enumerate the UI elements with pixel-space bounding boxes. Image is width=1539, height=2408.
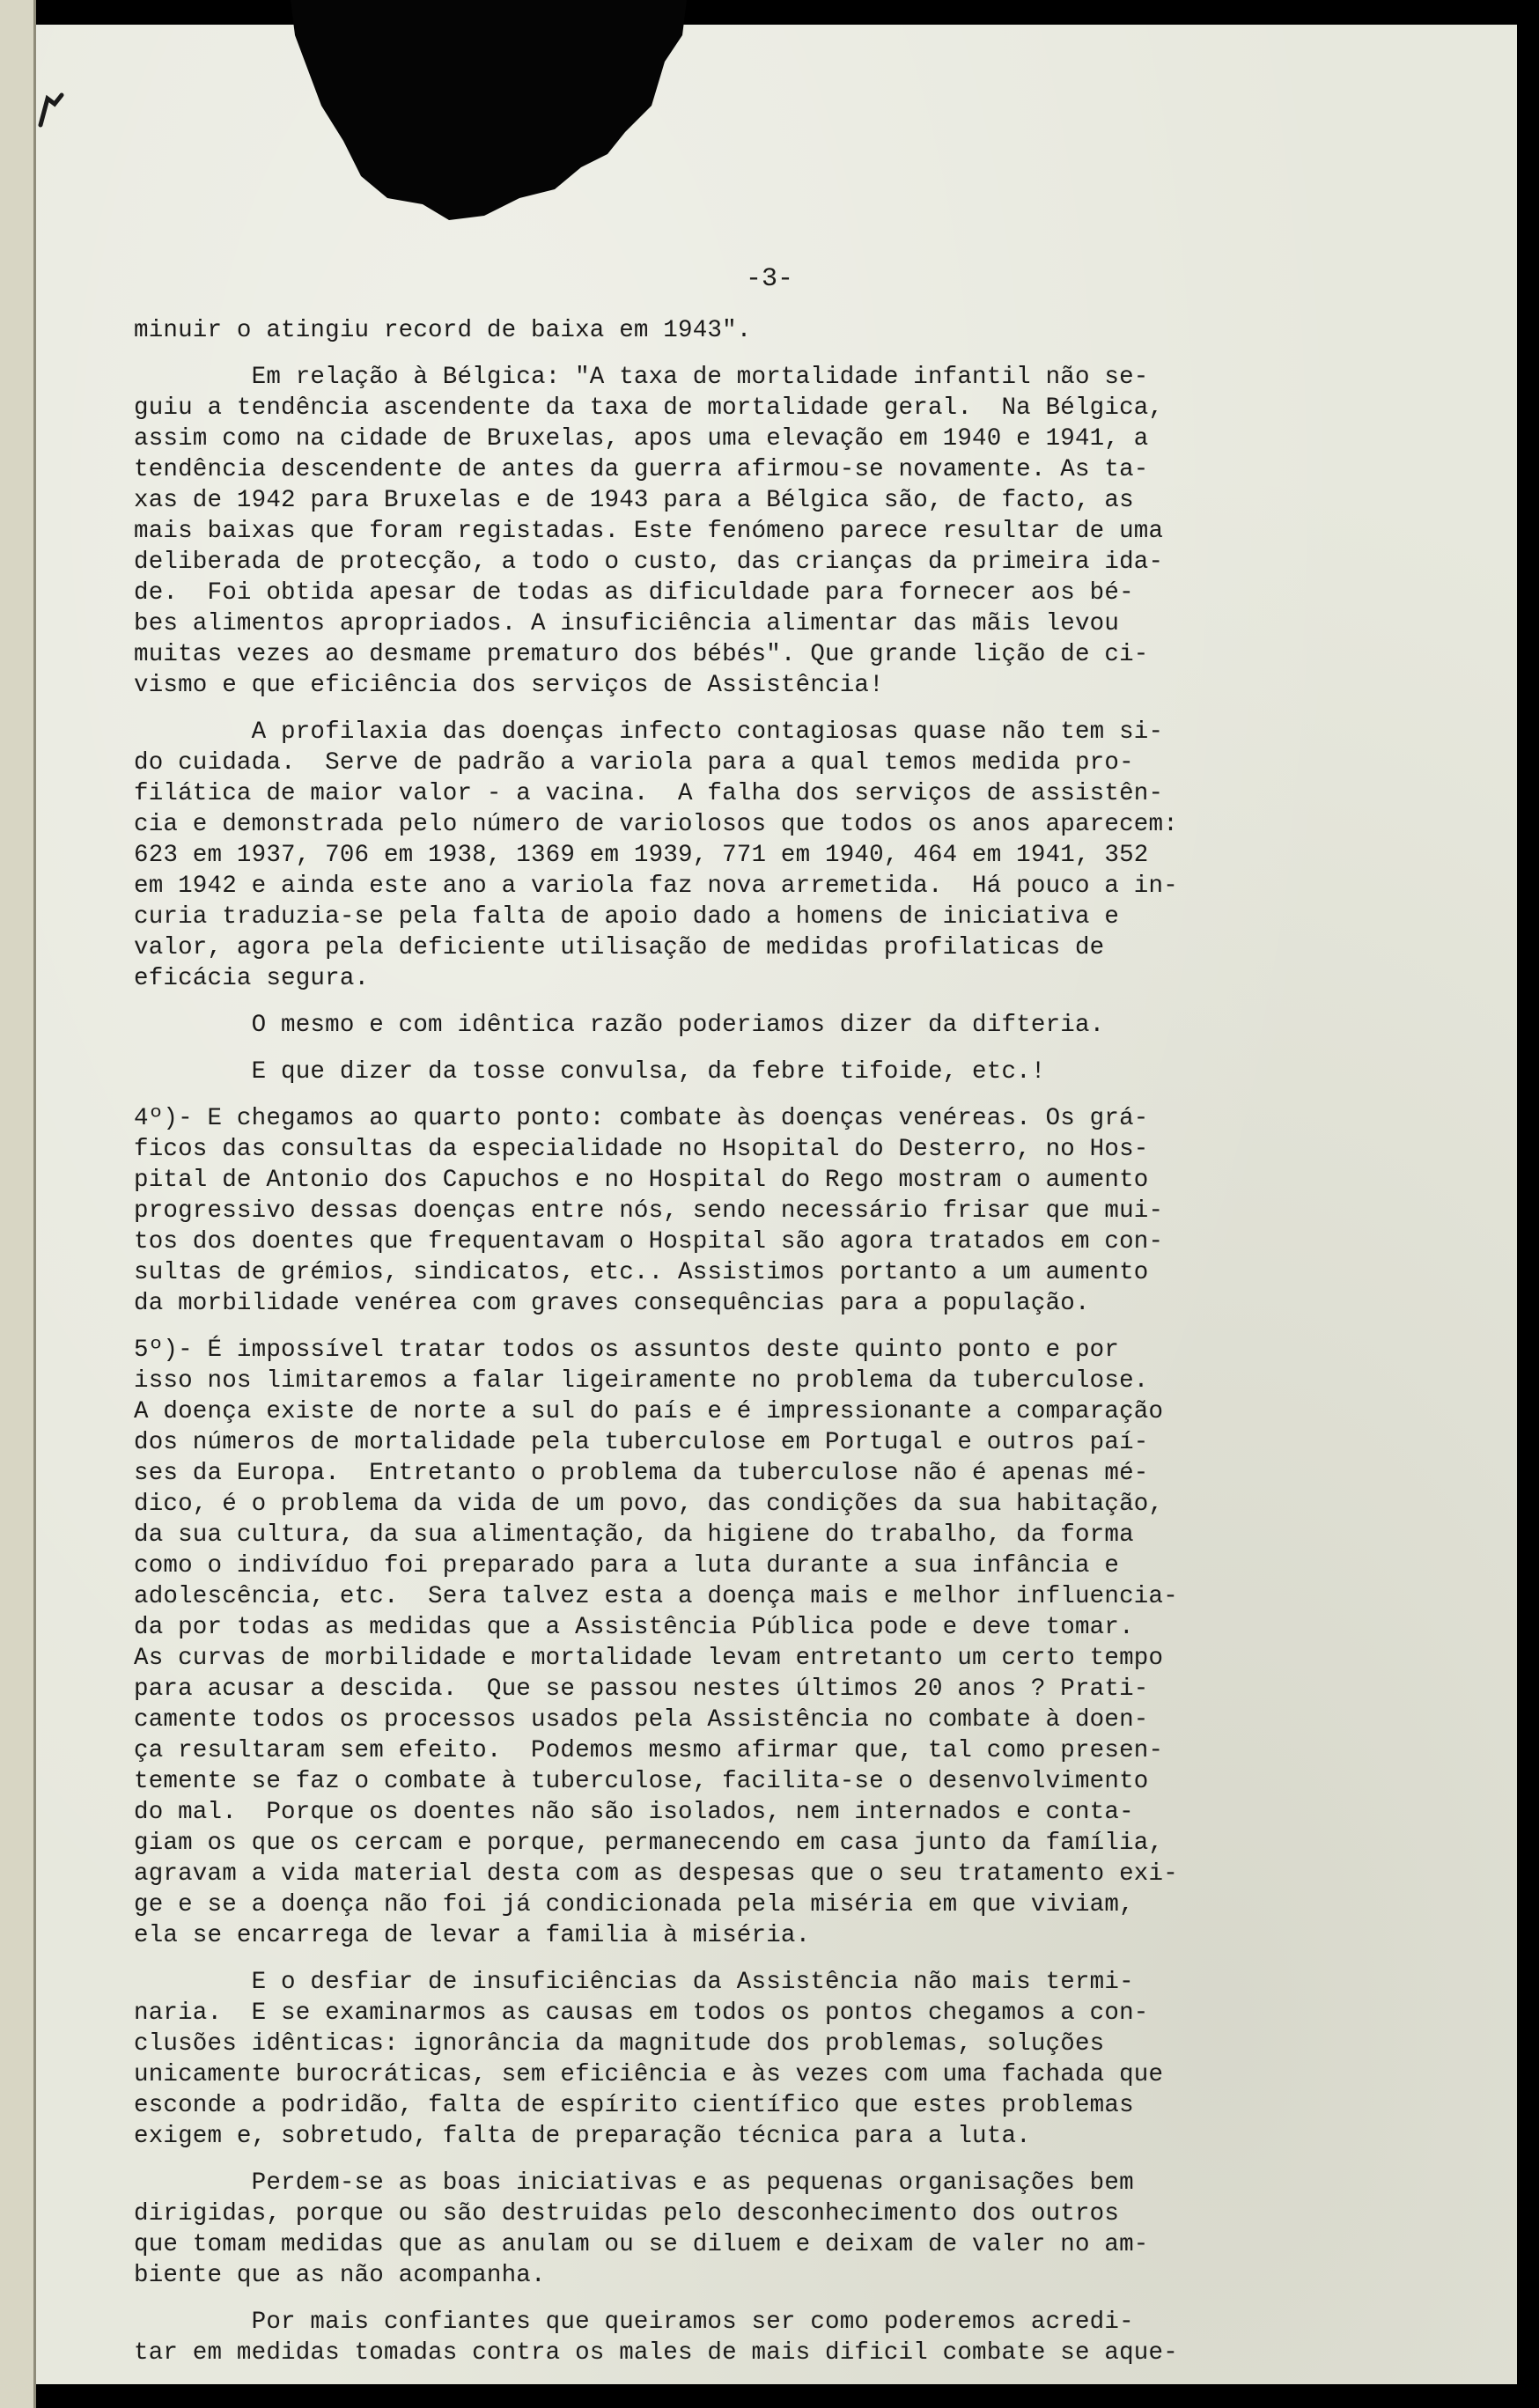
text-line: temente se faz o combate à tuberculose, facilita-se o desenvolvimento <box>134 1768 1149 1795</box>
staple-mark <box>35 88 70 132</box>
text-line: filática de maior valor - a vacina. A falha dos serviços de assistên- <box>134 780 1164 807</box>
text-line: minuir o atingiu record de baixa em 1943". <box>134 317 752 344</box>
text-line: tar em medidas tomadas contra os males de mais dificil combate se aque- <box>134 2339 1178 2367</box>
text-line: cia e demonstrada pelo número de variolosos que todos os anos aparecem: <box>134 811 1178 838</box>
text-line: xas de 1942 para Bruxelas e de 1943 para a Bélgica são, de facto, as <box>134 487 1134 514</box>
text-line: dos números de mortalidade pela tuberculose em Portugal e outros paí- <box>134 1429 1149 1456</box>
paragraph-gap <box>134 1041 1384 1057</box>
text-line: ça resultaram sem efeito. Podemos mesmo afirmar que, tal como presen- <box>134 1737 1164 1764</box>
text-line: para acusar a descida. Que se passou nestes últimos 20 anos ? Prati- <box>134 1675 1149 1703</box>
page-number: -3- <box>745 264 793 294</box>
text-line: Perdem-se as boas iniciativas e as pequenas organisações bem <box>134 2169 1134 2197</box>
text-line: ge e se a doença não foi já condicionada pela miséria em que viviam, <box>134 1891 1134 1918</box>
text-line: isso nos limitaremos a falar ligeiramente no problema da tuberculose. <box>134 1367 1149 1395</box>
text-line: progressivo dessas doenças entre nós, sendo necessário frisar que mui- <box>134 1197 1164 1225</box>
text-line: pital de Antonio dos Capuchos e no Hospital do Rego mostram o aumento <box>134 1167 1149 1194</box>
paragraph-gap <box>134 994 1384 1010</box>
text-line: do mal. Porque os doentes não são isolados, nem internados e conta- <box>134 1799 1134 1826</box>
text-line: agravam a vida material desta com as despesas que o seu tratamento exi- <box>134 1860 1178 1888</box>
text-line: biente que as não acompanha. <box>134 2262 546 2289</box>
text-line: que tomam medidas que as anulam ou se diluem e deixam de valer no am- <box>134 2231 1149 2258</box>
torn-corner-damage <box>291 0 687 229</box>
text-line: Por mais confiantes que queiramos ser como poderemos acredi- <box>134 2309 1134 2336</box>
body-text <box>134 315 1384 2368</box>
text-line: de. Foi obtida apesar de todas as dificuldade para fornecer aos bé- <box>134 579 1134 607</box>
binding-strip <box>0 0 35 2408</box>
text-line: eficácia segura. <box>134 965 370 992</box>
page-edge <box>33 0 36 2408</box>
text-line: como o indivíduo foi preparado para a luta durante a sua infância e <box>134 1552 1120 1580</box>
text-line: guiu a tendência ascendente da taxa de mortalidade geral. Na Bélgica, <box>134 394 1164 422</box>
text-line: clusões idênticas: ignorância da magnitude dos problemas, soluções <box>134 2030 1105 2058</box>
text-line: esconde a podridão, falta de espírito científico que estes problemas <box>134 2092 1134 2119</box>
text-line: bes alimentos apropriados. A insuficiência alimentar das mãis levou <box>134 610 1120 637</box>
text-line: da por todas as medidas que a Assistência Pública pode e deve tomar. <box>134 1614 1134 1641</box>
text-line: adolescência, etc. Sera talvez esta a doença mais e melhor influencia- <box>134 1583 1178 1610</box>
paragraph-gap <box>134 1087 1384 1103</box>
text-line: mais baixas que foram registadas. Este fenómeno parece resultar de uma <box>134 518 1164 545</box>
text-line: curia traduzia-se pela falta de apoio dado a homens de iniciativa e <box>134 903 1120 931</box>
paragraph-gap <box>134 1951 1384 1967</box>
text-line: do cuidada. Serve de padrão a variola para a qual temos medida pro- <box>134 749 1134 777</box>
paragraph-gap <box>134 346 1384 362</box>
text-line: valor, agora pela deficiente utilisação de medidas profilaticas de <box>134 934 1105 961</box>
text-line: ficos das consultas da especialidade no Hsopital do Desterro, no Hos- <box>134 1136 1149 1163</box>
paragraph-gap <box>134 2152 1384 2168</box>
paragraph-gap <box>134 701 1384 717</box>
text-line: camente todos os processos usados pela Assistência no combate à doen- <box>134 1706 1149 1734</box>
text-line: 5º)- É impossível tratar todos os assuntos deste quinto ponto e por <box>134 1337 1120 1364</box>
text-line: da morbilidade venérea com graves consequências para a população. <box>134 1290 1090 1317</box>
text-line: A doença existe de norte a sul do país e é impressionante a comparação <box>134 1398 1164 1425</box>
text-line: naria. E se examinarmos as causas em todos os pontos chegamos a con- <box>134 1999 1149 2027</box>
text-line: assim como na cidade de Bruxelas, apos uma elevação em 1940 e 1941, a <box>134 425 1149 453</box>
text-line: Em relação à Bélgica: "A taxa de mortalidade infantil não se- <box>134 364 1149 391</box>
text-line: ses da Europa. Entretanto o problema da tuberculose não é apenas mé- <box>134 1460 1149 1487</box>
text-line: unicamente burocráticas, sem eficiência e às vezes com uma fachada que <box>134 2061 1164 2088</box>
text-line: 623 em 1937, 706 em 1938, 1369 em 1939, 771 em 1940, 464 em 1941, 352 <box>134 842 1149 869</box>
text-line: As curvas de morbilidade e mortalidade levam entretanto um certo tempo <box>134 1645 1164 1672</box>
text-line: E que dizer da tosse convulsa, da febre tifoide, etc.! <box>134 1058 1046 1086</box>
text-line: em 1942 e ainda este ano a variola faz nova arremetida. Há pouco a in- <box>134 873 1178 900</box>
text-line: ela se encarrega de levar a familia à miséria. <box>134 1922 811 1949</box>
text-line: tos dos doentes que frequentavam o Hospital são agora tratados em con- <box>134 1228 1164 1256</box>
text-line: sultas de grémios, sindicatos, etc.. Assistimos portanto a um aumento <box>134 1259 1149 1286</box>
text-line: dico, é o problema da vida de um povo, das condições da sua habitação, <box>134 1491 1164 1518</box>
text-line: A profilaxia das doenças infecto contagiosas quase não tem si- <box>134 718 1164 746</box>
paragraph-gap <box>134 1319 1384 1335</box>
text-line: giam os que os cercam e porque, permanecendo em casa junto da família, <box>134 1830 1164 1857</box>
text-line: E o desfiar de insuficiências da Assistência não mais termi- <box>134 1969 1134 1996</box>
text-line: 4º)- E chegamos ao quarto ponto: combate às doenças venéreas. Os grá- <box>134 1105 1149 1132</box>
text-line: da sua cultura, da sua alimentação, da higiene do trabalho, da forma <box>134 1521 1134 1549</box>
paragraph-gap <box>134 2291 1384 2307</box>
text-line: tendência descendente de antes da guerra afirmou-se novamente. As ta- <box>134 456 1149 483</box>
text-line: deliberada de protecção, a todo o custo, das crianças da primeira ida- <box>134 549 1164 576</box>
text-line: exigem e, sobretudo, falta de preparação técnica para a luta. <box>134 2123 1031 2150</box>
text-line: O mesmo e com idêntica razão poderiamos dizer da difteria. <box>134 1012 1105 1039</box>
text-line: vismo e que eficiência dos serviços de Assistência! <box>134 672 884 699</box>
text-line: dirigidas, porque ou são destruidas pelo desconhecimento dos outros <box>134 2200 1120 2228</box>
text-line: muitas vezes ao desmame prematuro dos bébés". Que grande lição de ci- <box>134 641 1149 668</box>
